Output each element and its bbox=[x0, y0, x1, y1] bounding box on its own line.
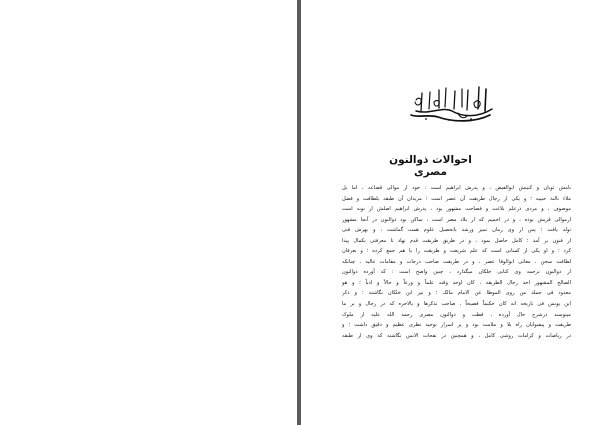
text-line: در ریاضات و کرامات روشی کامل ، و همچنین در نفحات الانس نگاشته که وی از طبقه bbox=[342, 332, 571, 339]
text-line: از ذوالنون ترجمه وی کتابی خلکان میگذارد ، چنین واضح است : که آورده ذوالنون bbox=[342, 269, 571, 276]
text-line: طریقت و پیشوایان راه بلا و ملامت بود و پر اسرار توحید نظری عظیم و دقیق داشت ؛ و bbox=[342, 322, 571, 329]
text-line: ازموالی قریش بوده ، و در اخمیم که از بلاد مصر است ، ساکن بود ذوالنون در آنجا مشهور bbox=[342, 216, 571, 223]
text-line: از فنون بر آمد ؛ کامل حاصل نمود ، و در طریق طریقت قدم نهاد تا معرفتی بکمال پیدا bbox=[342, 237, 571, 244]
chapter-title: احوالات ذوالنون مصری bbox=[389, 154, 472, 178]
text-line: تولد یافت ؛ پس از وی زمان تمیز ورشد باتحصیل علوم همت گماشت ، و بهرش فنی bbox=[342, 227, 571, 234]
basmala-calligraphy bbox=[408, 85, 494, 125]
text-line: معدود فی جملة من روی الموطا عن الامام مالک ؛ و نیز ابن خلکان نگاشته ؛ و ذکر bbox=[342, 290, 571, 297]
text-line: ابن یونس فی تاریخه انه کان حکیماً فصیحاً ، صاحب تذکرها و بالاخره که در رجال و بر ما bbox=[342, 301, 571, 308]
text-line: الصالح المشهور احد رجال الطریقة ، کان اوحد وقته علماً و ورعاً و حالاً و ادباً ؛ و هو bbox=[342, 279, 571, 286]
text-line: ملاء نالنة حبيبه ؛ و یکی از رجال طریقت آن عصر است ؛ مریدان آن طبقه بلطافت و فضل bbox=[342, 195, 571, 202]
body-text bbox=[342, 183, 571, 341]
text-line: لطافت سخن ، معانی ابوالوفا عصر ، و در طریقت صاحب درجات و مقامات عالیه ، چنانکه bbox=[342, 258, 571, 265]
text-line: موصوف ، و مردی درعلم بلاغت و فصاحت مشهور بود ، پدرش ابراهیم اصلش از نوبه است bbox=[342, 206, 571, 213]
left-page bbox=[0, 0, 298, 425]
text-line: میتوسند درشرح حال آورده ، قطب و ذوالنون مصری رحمة الله علیه از ملوک bbox=[342, 311, 571, 318]
text-line: کرد ؛ و او یکی از کسانی است که علم شریعت و طریقت را با هم جمع کرده ؛ و بعرفان bbox=[342, 248, 571, 255]
text-line: نامش ثوبان و کنیتش ابوالفیض ، و پدرش ابراهیم است : خود از موالی قضاعه ، اما بل bbox=[342, 185, 571, 191]
